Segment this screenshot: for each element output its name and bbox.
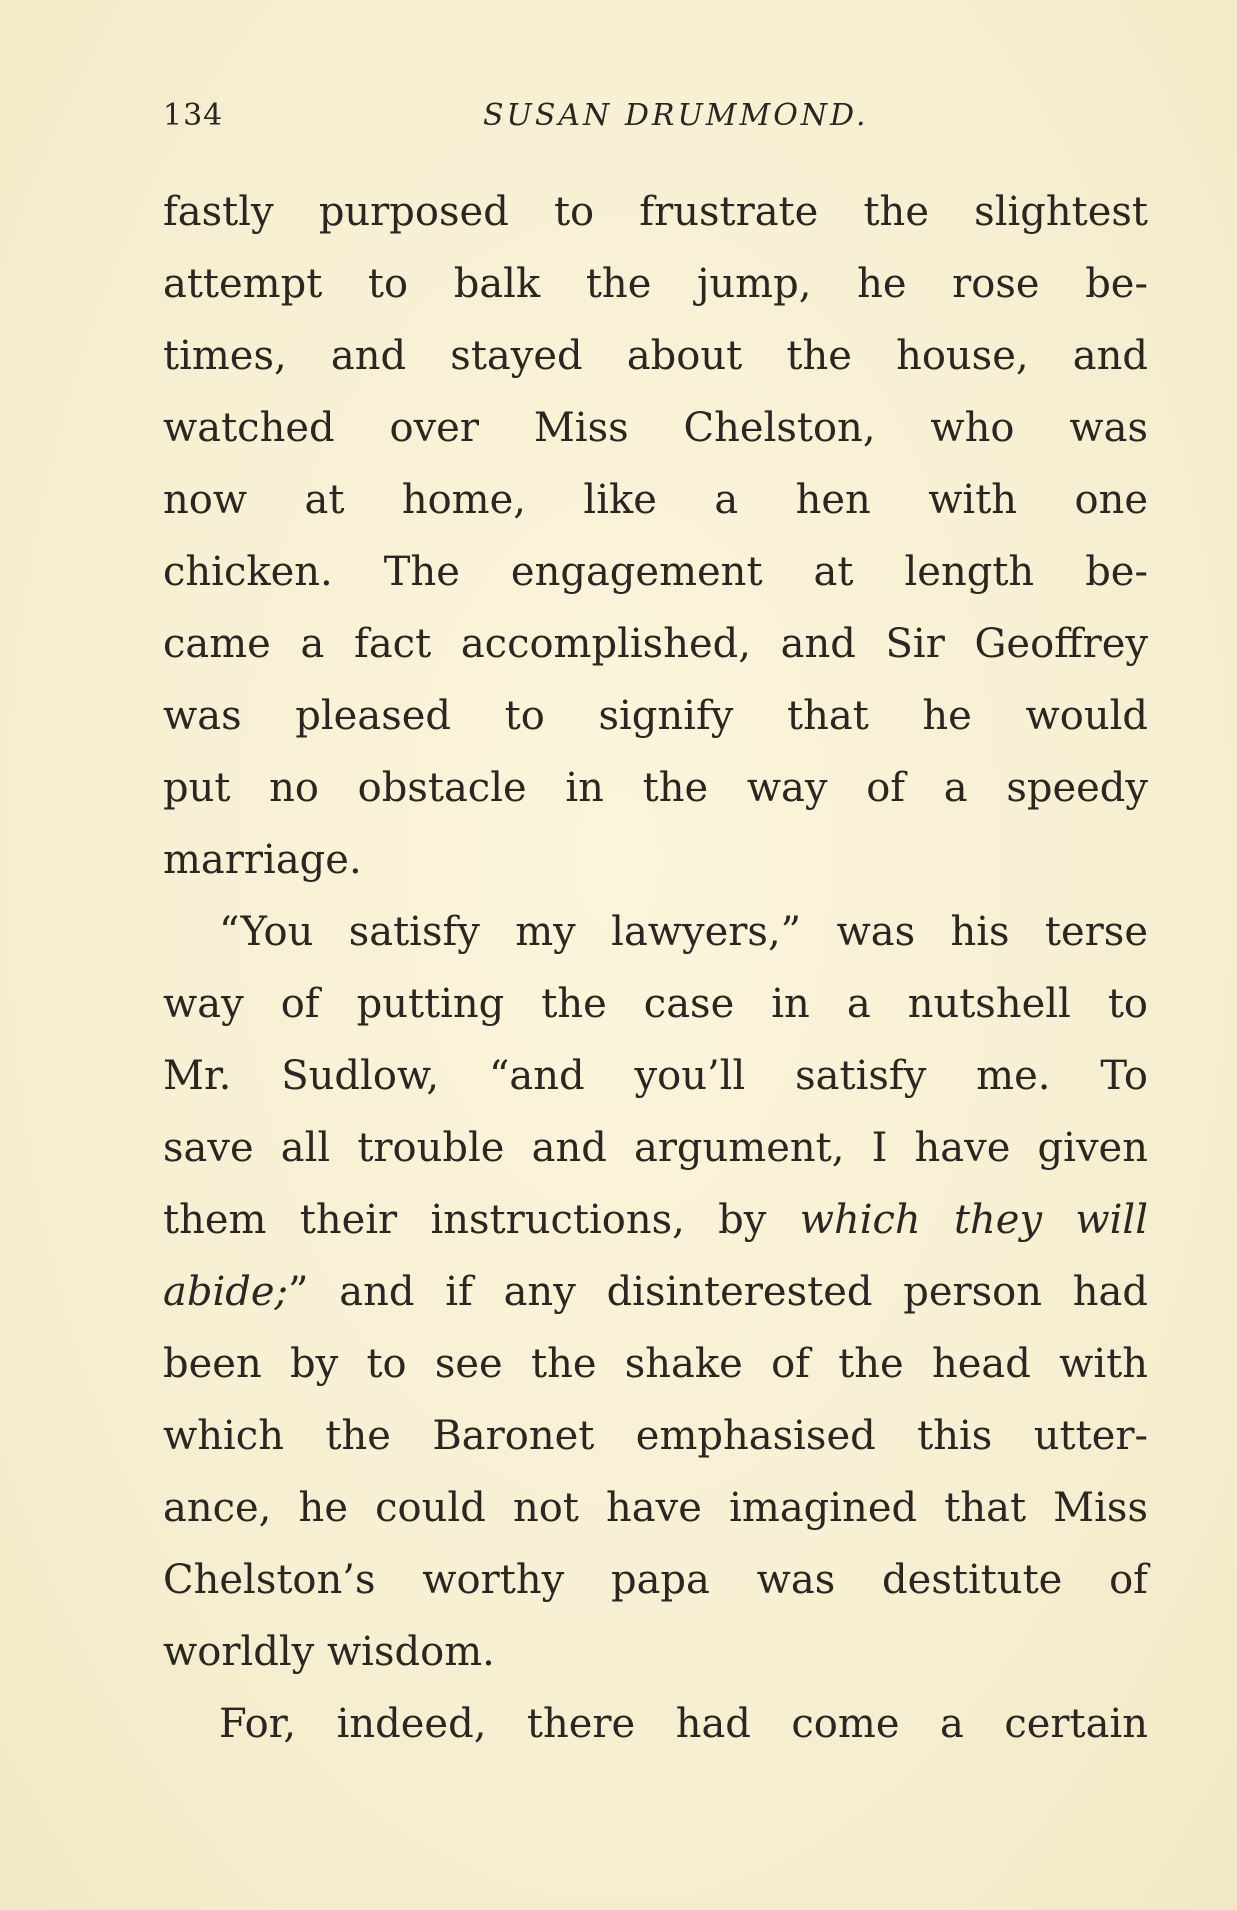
running-title: SUSAN DRUMMOND. (483, 98, 869, 133)
text-line: Mr. Sudlow, “and you’ll satisfy me. To (163, 1053, 1148, 1099)
text-line: chicken. The engagement at length be- (163, 549, 1148, 595)
text-line: put no obstacle in the way of a speedy (163, 765, 1148, 811)
italic-phrase: which they will (799, 1197, 1148, 1243)
text-line: attempt to balk the jump, he rose be- (163, 261, 1148, 307)
text-line: which the Baronet emphasised this utter- (163, 1413, 1148, 1459)
text-line: marriage. (163, 837, 362, 883)
text-line: For, indeed, there had come a certain (219, 1701, 1148, 1747)
page-number: 134 (163, 98, 224, 133)
text-line: was pleased to signify that he would (163, 693, 1148, 739)
text-line: save all trouble and argument, I have given (163, 1125, 1148, 1171)
italic-phrase: abide; (163, 1269, 288, 1315)
text-line: been by to see the shake of the head with (163, 1341, 1148, 1387)
body-text (163, 176, 1148, 1760)
text-line: “You satisfy my lawyers,” was his terse (219, 909, 1148, 955)
text-line: watched over Miss Chelston, who was (163, 405, 1148, 451)
text-line: ance, he could not have imagined that Miss (163, 1485, 1148, 1531)
text-line: times, and stayed about the house, and (163, 333, 1148, 379)
text-line: came a fact accomplished, and Sir Geoffrey (163, 621, 1148, 667)
text-line: Chelston’s worthy papa was destitute of (163, 1557, 1148, 1603)
text-line: fastly purposed to frustrate the slightest (163, 189, 1148, 235)
text-line-roman: ” and if any disinterested person had (288, 1269, 1148, 1315)
running-head (163, 98, 1153, 138)
text-line-roman: them their instructions, by (163, 1197, 767, 1243)
text-line: way of putting the case in a nutshell to (163, 981, 1148, 1027)
text-line (163, 1256, 1148, 1328)
text-line (163, 1184, 1148, 1256)
text-line: worldly wisdom. (163, 1629, 495, 1675)
text-line: now at home, like a hen with one (163, 477, 1148, 523)
